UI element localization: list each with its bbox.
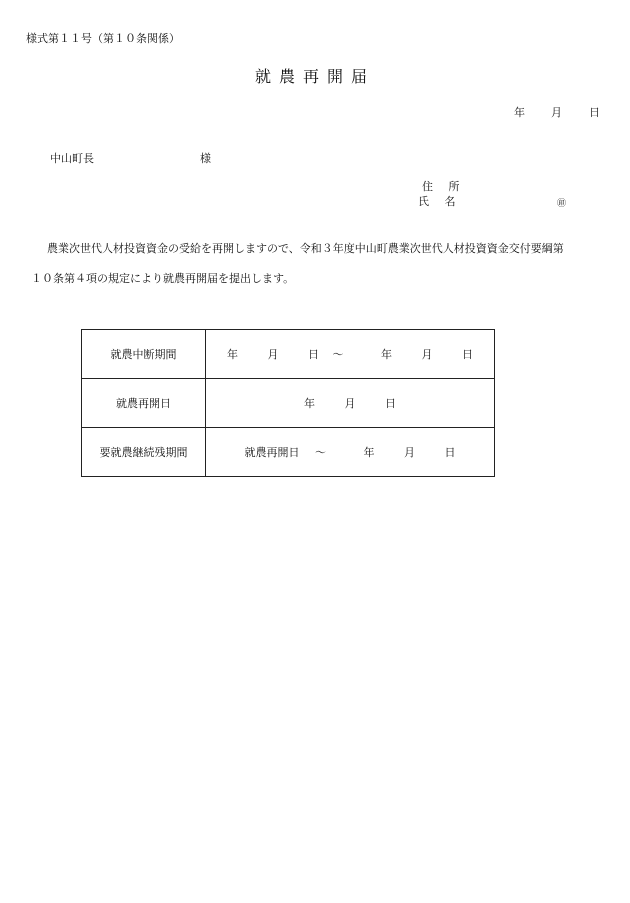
date-year-label: 年 [514,106,525,119]
day-label: 日 [308,348,319,361]
tilde-separator: ～ [315,446,326,459]
tilde-separator: ～ [332,348,344,361]
farming-period-table [81,329,495,477]
year-label: 年 [381,348,392,361]
addressee: 中山町長 [50,152,94,165]
month-label: 月 [404,446,415,459]
day-label: 日 [444,446,456,459]
remaining-period-label: 要就農継続残期間 [82,428,206,477]
month-label: 月 [421,348,433,361]
resumption-date-label: 就農再開日 [82,379,206,428]
day-label: 日 [385,397,396,410]
date-month-label: 月 [551,106,562,119]
interruption-period-value [206,330,495,379]
body-text-line-2: １０条第４項の規定により就農再開届を提出します。 [31,272,295,285]
interruption-period-label: 就農中断期間 [82,330,206,379]
honorific: 様 [200,152,211,165]
month-label: 月 [344,397,356,410]
date-day-label: 日 [589,106,600,119]
resumption-date-value [206,379,495,428]
table-row [82,428,495,477]
year-label: 年 [227,348,238,361]
year-label: 年 [363,446,375,459]
table-row [82,379,495,428]
day-label: 日 [462,348,473,361]
address-label: 住 所 [422,180,466,193]
table-row [82,330,495,379]
name-label: 氏 名 [418,195,462,208]
year-label: 年 [304,397,315,410]
form-number-label: 様式第１１号（第１０条関係） [26,32,180,45]
remaining-period-value [206,428,495,477]
resumption-date-start: 就農再開日 [244,446,300,459]
month-label: 月 [267,348,279,361]
seal-mark: ㊞ [557,199,567,209]
body-text-line-1: 農業次世代人材投資資金の受給を再開しますので、令和３年度中山町農業次世代人材投資資金交付要綱第 [47,242,564,255]
document-title: 就農再開届 [254,67,375,86]
